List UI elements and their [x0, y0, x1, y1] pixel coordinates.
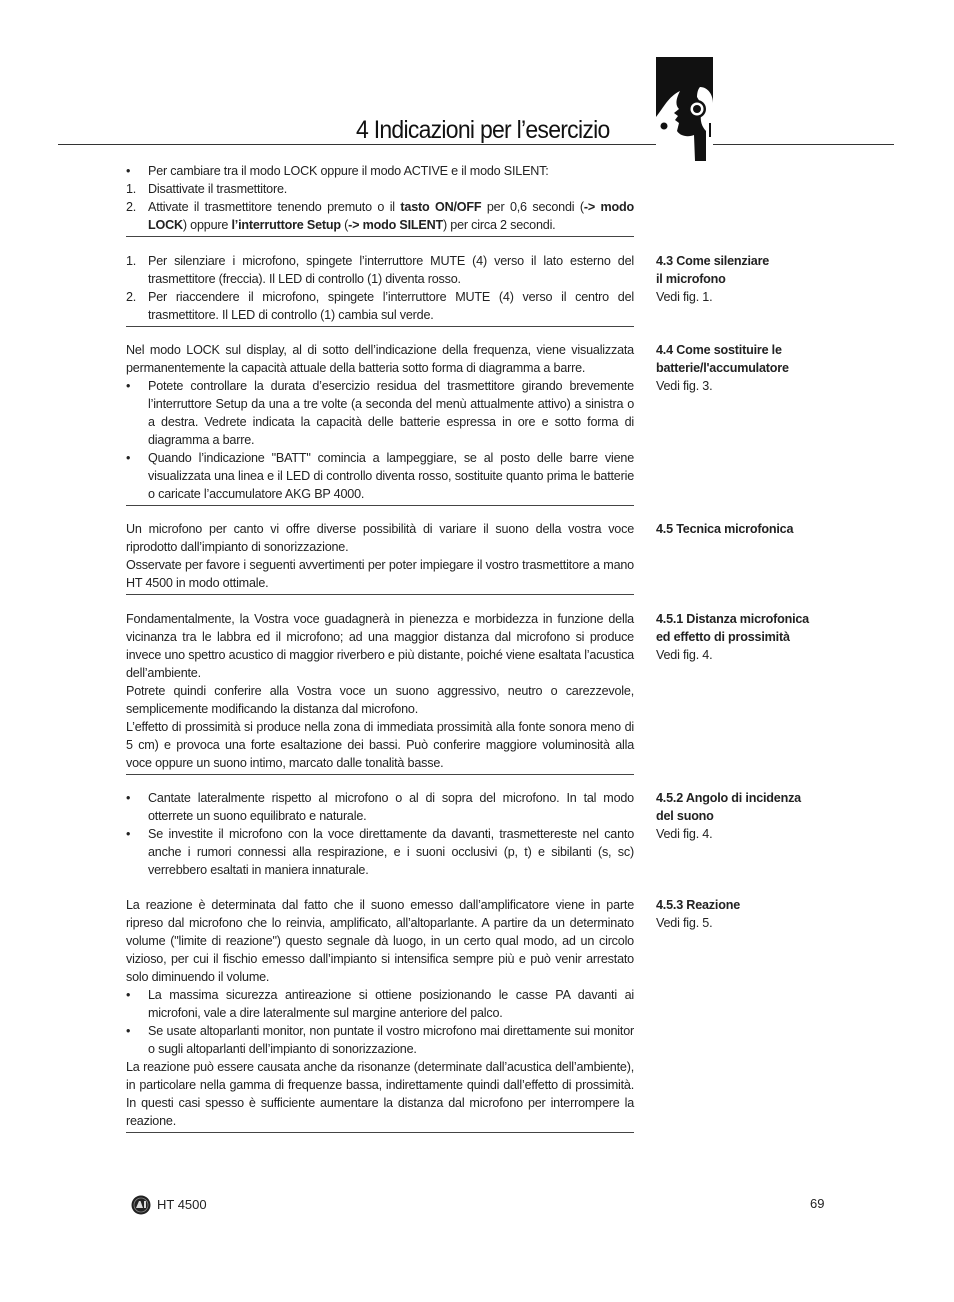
side-heading-line: 4.5 Tecnica microfonica	[656, 522, 794, 536]
paragraph: L’effetto di prossimità si produce nella zona di immediata prossimità alla fonte sonora meno di 5 cm) e provoca una forte esaltazione dei bassi. Può conferire maggiore voluminosità alla voce oppure un suono intimo, marcato dalle tonalità basse.	[126, 720, 634, 770]
bold-run: tasto ON/OFF	[400, 200, 482, 214]
page-number: 69	[810, 1196, 825, 1211]
step-number: 1.	[126, 254, 137, 268]
step-number: 1.	[126, 182, 137, 196]
side-heading-line: 4.3 Come silenziare	[656, 254, 770, 268]
bullet-marker: •	[126, 827, 131, 841]
bullet-marker: •	[126, 988, 131, 1002]
list-item	[126, 252, 634, 288]
side-heading-line: ed effetto di prossimità	[656, 630, 790, 644]
section-incidence-angle	[126, 789, 634, 879]
list-item-text: Per silenziare i microfono, spingete l’interruttore MUTE (4) verso il lato esterno del trasmettitore (freccia). Il LED di controllo (1) diventa rosso.	[148, 254, 634, 286]
side-heading-incidence-angle	[656, 789, 846, 843]
paragraph: Nel modo LOCK sul display, al di sotto dell’indicazione della frequenza, viene visualizzata permanentemente la capacità attuale della batteria sotto forma di diagramma a barre.	[126, 343, 634, 375]
side-heading-line: del suono	[656, 809, 714, 823]
footer-model: HT 4500	[157, 1197, 207, 1212]
side-heading-line: il microfono	[656, 272, 726, 286]
list-item	[126, 162, 634, 180]
list-item	[126, 825, 634, 879]
list-item-text: Per cambiare tra il modo LOCK oppure il modo ACTIVE e il modo SILENT:	[148, 164, 549, 178]
side-heading-battery	[656, 341, 846, 395]
side-heading-line: batterie/l'accumulatore	[656, 361, 789, 375]
page-title: 4 Indicazioni per l’esercizio	[356, 116, 610, 144]
list-item-text: Potete controllare la durata d’esercizio residua del trasmettitore girando brevemente l’interruttore Setup da una a tre volte (a seconda del menù attualmente attivo) a sinistra o a destra. Vedrete indicata la capacità delle batterie espressa in ore e sotto forma di diagramma a barre.	[148, 379, 634, 447]
text-run: per 0,6 secondi (	[481, 200, 584, 214]
figure-reference: Vedi fig. 3.	[656, 379, 713, 393]
section-mute	[126, 252, 634, 327]
section-proximity	[126, 610, 634, 775]
header-rule	[58, 144, 894, 145]
section-battery	[126, 341, 634, 506]
figure-reference: Vedi fig. 1.	[656, 290, 713, 304]
bullet-marker: •	[126, 791, 131, 805]
side-heading-line: 4.5.2 Angolo di incidenza	[656, 791, 801, 805]
list-item	[126, 449, 634, 503]
singer-silhouette-icon	[656, 57, 713, 161]
side-heading-feedback	[656, 896, 846, 932]
section-mode-switch	[126, 162, 634, 237]
bold-run: -> modo SILENT	[348, 218, 443, 232]
figure-reference: Vedi fig. 4.	[656, 648, 713, 662]
bold-run: l’interruttore Setup	[231, 218, 341, 232]
section-mic-technique	[126, 520, 634, 595]
bold-run: -> modo LOCK	[148, 200, 634, 232]
list-item-text: Se investite il microfono con la voce direttamente da davanti, trasmettereste nel canto anche i rumori connessi alla respirazione, e i suoni occlusivi (p, t) e sibilanti (s, sc) verrebbero esaltati in maniera innaturale.	[148, 827, 634, 877]
list-item	[126, 180, 634, 198]
list-item	[126, 1022, 634, 1058]
list-item-text: Disattivate il trasmettitore.	[148, 182, 288, 196]
side-heading-line: 4.4 Come sostituire le	[656, 343, 782, 357]
text-run: ) oppure	[182, 218, 232, 232]
paragraph: La reazione è determinata dal fatto che il suono emesso dall’amplificatore viene in parte ripreso dal microfono che lo reinvia, amplificato, all’altoparlante. A partire da un determinato volume ("limite di reazione") questo segnale dà luogo, in un certo qual modo, ad un circolo vizioso, per cui il fischio emesso dall’impianto si intensifica sempre più e può venir arrestato solo diminuendo il volume.	[126, 898, 634, 984]
paragraph: Un microfono per canto vi offre diverse possibilità di variare il suono della vostra voce riprodotto dall’impianto di sonorizzazione.	[126, 522, 634, 554]
list-item	[126, 377, 634, 449]
step-number: 2.	[126, 200, 137, 214]
side-heading-mic-technique	[656, 520, 846, 538]
list-item	[126, 789, 634, 825]
bullet-marker: •	[126, 451, 131, 465]
side-heading-mute	[656, 252, 846, 306]
figure-reference: Vedi fig. 4.	[656, 827, 713, 841]
text-run: ) per circa 2 secondi.	[442, 218, 556, 232]
bullet-marker: •	[126, 379, 131, 393]
text-run: (	[340, 218, 349, 232]
section-feedback	[126, 896, 634, 1133]
side-heading-proximity	[656, 610, 846, 664]
list-item	[126, 198, 634, 234]
bullet-marker: •	[126, 1024, 131, 1038]
list-item-text: Per riaccendere il microfono, spingete l’interruttore MUTE (4) verso il centro del trasmettitore. Il LED di controllo (1) cambia sul verde.	[148, 290, 634, 322]
side-heading-line: 4.5.3 Reazione	[656, 898, 740, 912]
text-run: Attivate il trasmettitore tenendo premuto o il	[148, 200, 401, 214]
figure-reference: Vedi fig. 5.	[656, 916, 713, 930]
list-item-text: Cantate lateralmente rispetto al microfono o al di sopra del microfono. In tal modo otterrete un suono equilibrato e naturale.	[148, 791, 634, 823]
bullet-marker: •	[126, 164, 131, 178]
step-number: 2.	[126, 290, 137, 304]
list-item	[126, 986, 634, 1022]
paragraph: La reazione può essere causata anche da risonanze (determinate dall’acustica dell’ambiente), in particolare nella gamma di frequenze bassa, indirettamente quindi dall’effetto di prossimità. In questi casi spesso è sufficiente aumentare la distanza dal microfono per interrompere la reazione.	[126, 1060, 634, 1128]
akg-logo-icon	[131, 1195, 151, 1215]
list-item-text: La massima sicurezza antireazione si ottiene posizionando le casse PA davanti ai microfoni, vale a dire lateralmente sul margine anteriore del palco.	[148, 988, 634, 1020]
list-item-text: Se usate altoparlanti monitor, non puntate il vostro microfono mai direttamente sui monitor o sugli altoparlanti dell’impianto di sonorizzazione.	[148, 1024, 634, 1056]
paragraph: Potrete quindi conferire alla Vostra voce un suono aggressivo, neutro o carezzevole, semplicemente modificando la distanza dal microfono.	[126, 684, 634, 716]
side-heading-line: 4.5.1 Distanza microfonica	[656, 612, 809, 626]
list-item-text: Quando l’indicazione "BATT" comincia a lampeggiare, se al posto delle barre viene visualizzata una linea e il LED di controllo diventa rosso, sostituite quanto prima le batterie o caricate l’accumulatore AKG BP 4000.	[148, 451, 634, 501]
paragraph: Osservate per favore i seguenti avvertimenti per poter impiegare il vostro trasmettitore a mano HT 4500 in modo ottimale.	[126, 558, 634, 590]
paragraph: Fondamentalmente, la Vostra voce guadagnerà in pienezza e morbidezza in funzione della vicinanza tra le labbra ed il microfono; ad una maggior distanza dal microfono si produce invece uno spettro acustico di maggior riverbero e più distante, poiché viene esaltata l’acustica dell’ambiente.	[126, 612, 634, 680]
list-item	[126, 288, 634, 324]
